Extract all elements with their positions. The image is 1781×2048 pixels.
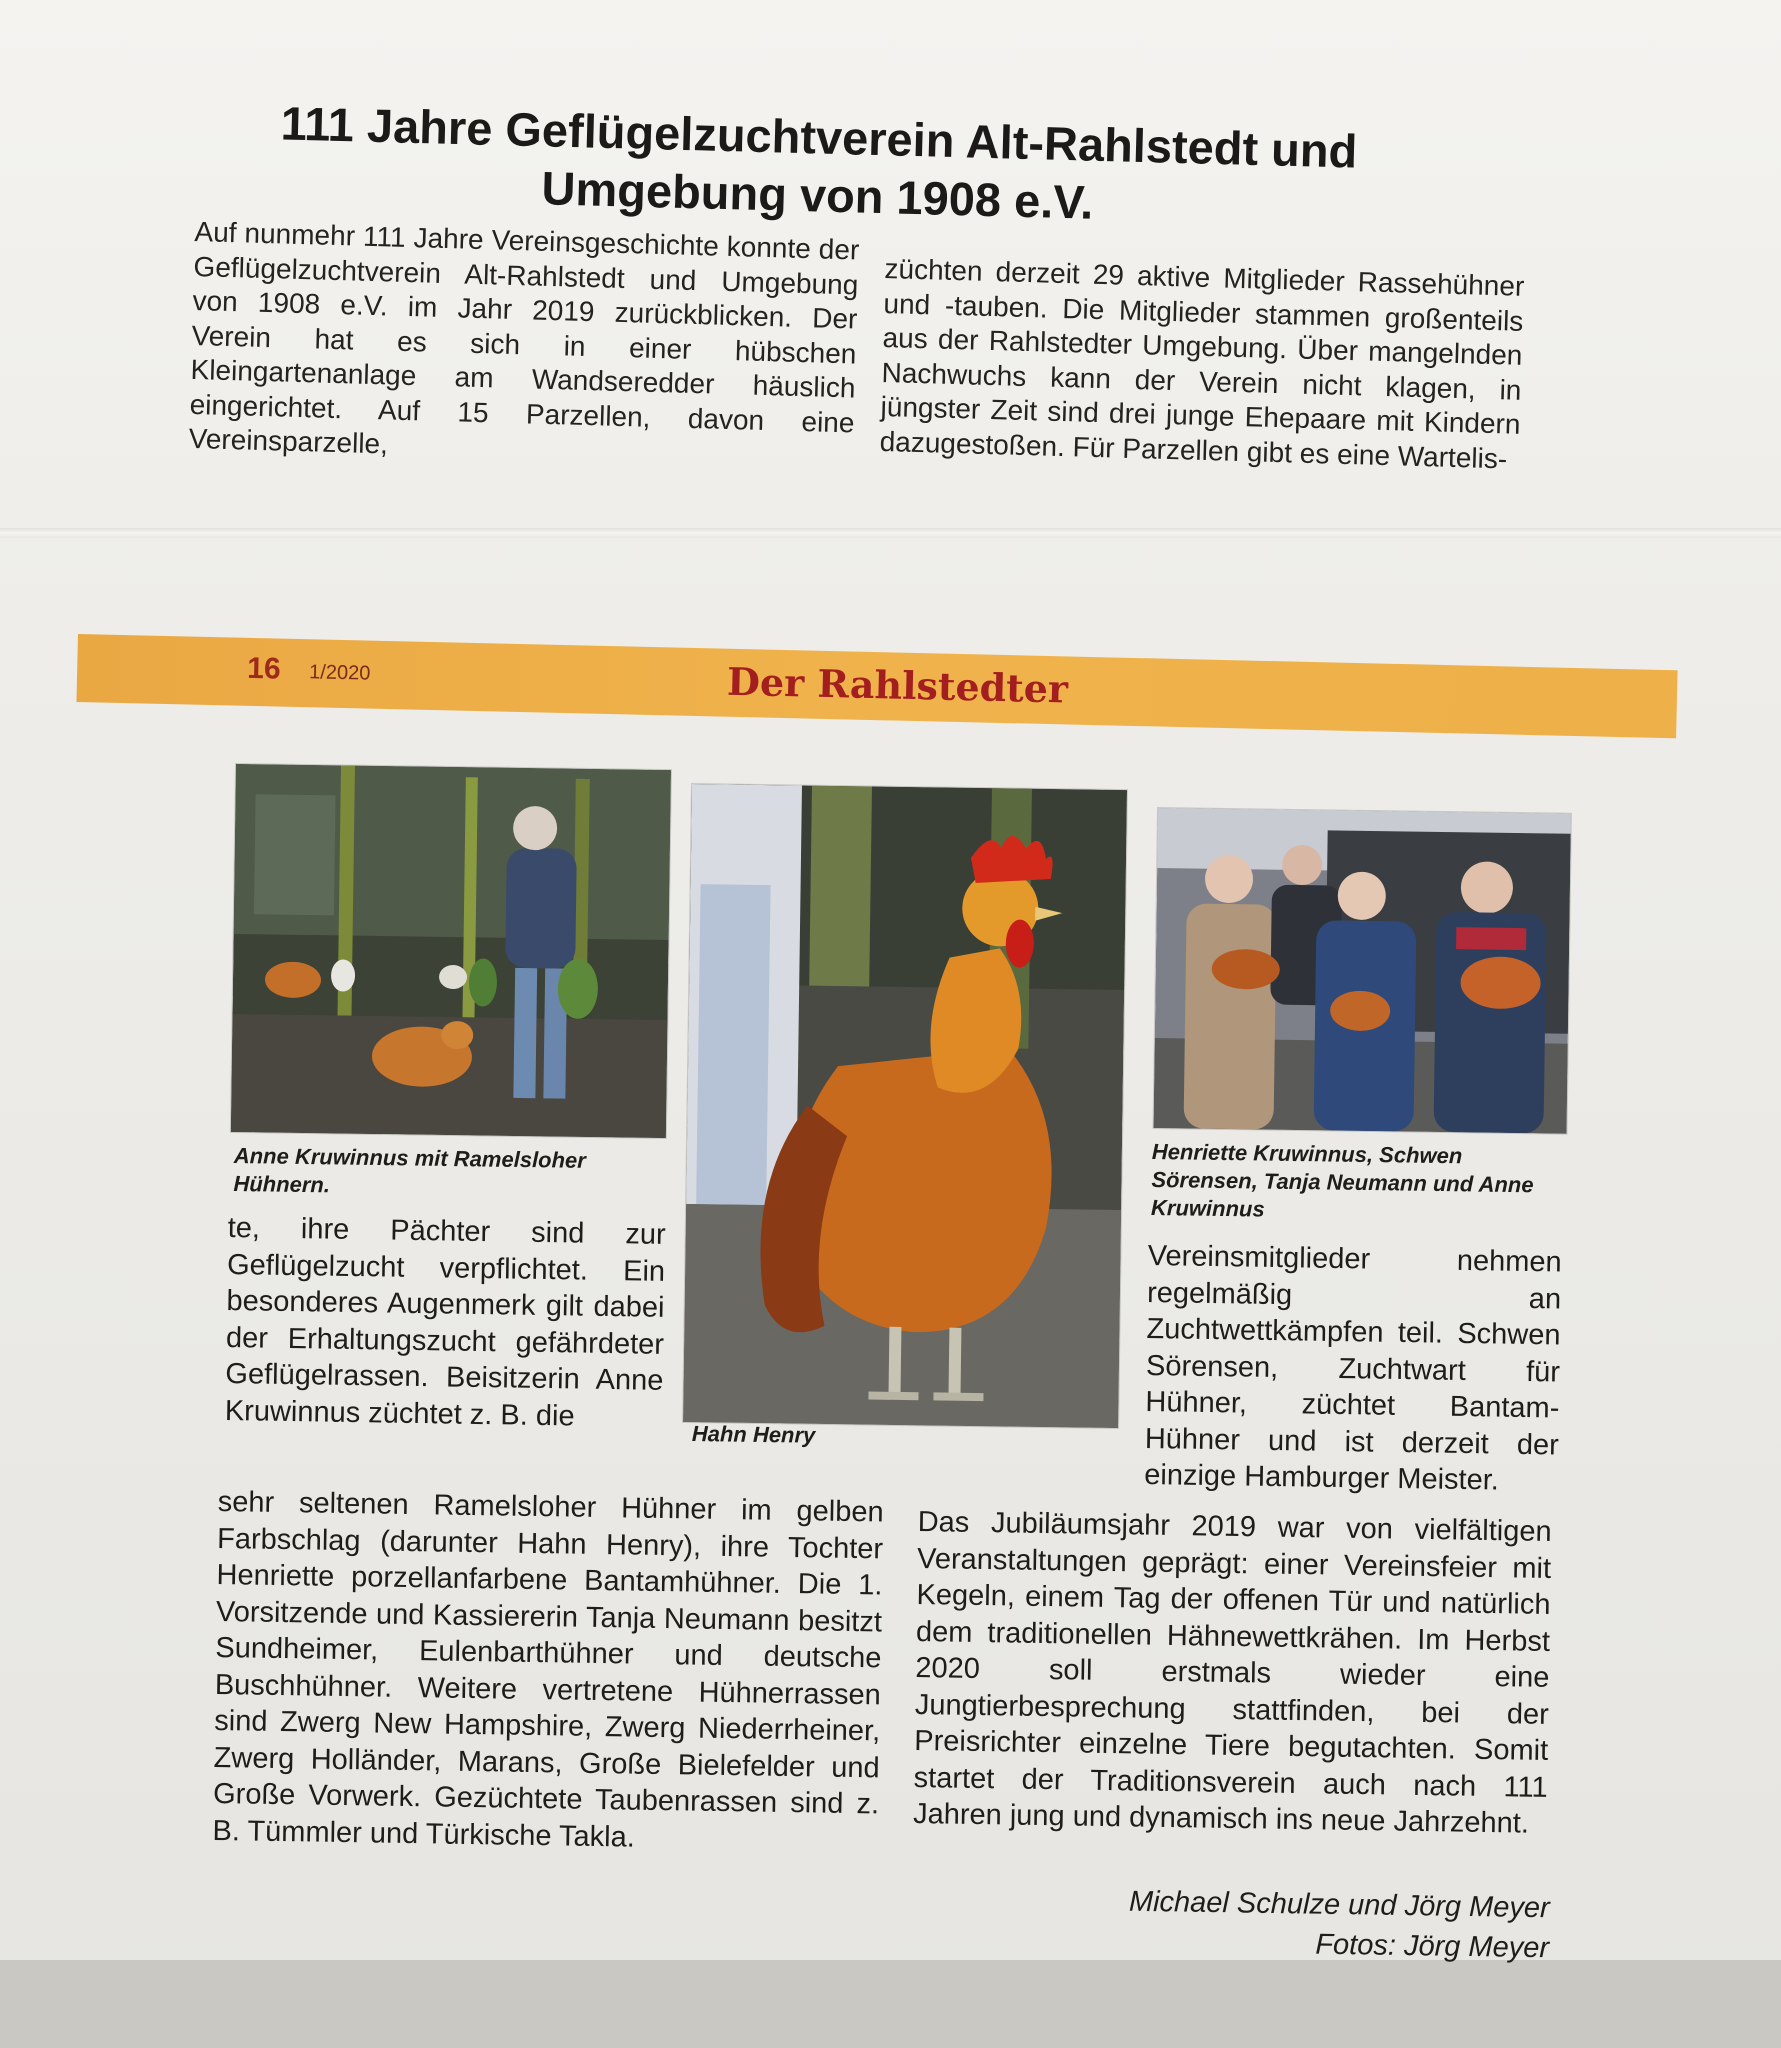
paper-fold xyxy=(0,528,1781,538)
authors: Michael Schulze und Jörg Meyer xyxy=(1128,1885,1550,1925)
body-text-right-bottom: Das Jubiläumsjahr 2019 war von vielfältigen Veranstaltungen geprägt: einer Vereinsfeier mit Kegeln, einem Tag der offenen Tür und natürlich dem traditionellen Hähnewettkrähen. Im Herbst 2020 soll erstmals wieder eine Jungtierbesprechung stattfinden, bei der Preisrichter einzelne Tiere begutachten. Somit startet der Traditionsverein auch nach 111 Jahren jung und dynamisch ins neue Jahrzehnt. xyxy=(912,1505,1552,1840)
photo-credit: Fotos: Jörg Meyer xyxy=(1315,1928,1550,1965)
article-headline: 111 Jahre Geflügelzuchtverein Alt-Rahlstedt und Umgebung von 1908 e.V. xyxy=(280,96,1359,229)
intro-column-right: züchten derzeit 29 aktive Mitglieder Rassehühner und -tauben. Die Mitglieder stammen großenteils aus der Rahlstedter Umgebung. Über mangelnden Nachwuchs kann der Verein nicht klagen, in jüngster Zeit sind drei junge Ehepaare mit Kindern dazugestoßen. Für Parzellen gibt es eine Wartelis- xyxy=(879,252,1525,474)
masthead: Der Rahlstedter xyxy=(726,658,1069,712)
caption-middle-photo: Hahn Henry xyxy=(691,1420,816,1448)
body-text-right-top: Vereinsmitglieder nehmen regelmäßig an Zuchtwettkämpfen teil. Schwen Sörensen, Zuchtwart für Hühner, züchtet Bantam-Hühner und ist derzeit der einzige Hamburger Meister. xyxy=(1144,1239,1562,1497)
body-text-left-top: te, ihre Pächter sind zur Geflügelzucht verpflichtet. Ein besonderes Augenmerk gilt dabei der Erhaltungszucht gefährdeter Geflügelrassen. Beisitzerin Anne Kruwinnus züchtet z. B. die xyxy=(224,1211,666,1432)
caption-left-photo: Anne Kruwinnus mit Ramelsloher Hühnern. xyxy=(233,1142,587,1198)
issue-label: 1/2020 xyxy=(308,661,371,685)
page-number: 16 xyxy=(246,651,282,686)
body-text-left-bottom: sehr seltenen Ramelsloher Hühner im gelben Farbschlag (darunter Hahn Henry), ihre Tochter Henriette porzellanfarbene Bantamhühner. Die 1. Vorsitzende und Kassiererin Tanja Neumann besitzt Sundheimer, Eulenbarthühner und deutsche Buschhühner. Weitere vertretene Hühnerrassen sind Zwerg New Hampshire, Zwerg Niederrheiner, Zwerg Holländer, Marans, Große Bielefelder und Große Vorwerk. Gezüchtete Taubenrassen sind z. B. Tümmler und Türkische Takla. xyxy=(212,1485,884,1854)
group-holding-chickens-photo xyxy=(1154,808,1571,1134)
page-header-banner xyxy=(76,634,1677,738)
rooster-photo xyxy=(683,784,1127,1428)
intro-column-left: Auf nunmehr 111 Jahre Vereinsgeschichte konnte der Geflügelzuchtverein Alt-Rahlstedt und Umgebung von 1908 e.V. im Jahr 2019 zurückblicken. Der Verein hat es sich in einer hübschen Kleingartenanlage am Wandseredder häuslich eingerichtet. Auf 15 Parzellen, davon eine Vereinsparzelle, xyxy=(188,215,860,460)
caption-right-photo: Henriette Kruwinnus, Schwen Sörensen, Tanja Neumann und Anne Kruwinnus xyxy=(1150,1138,1534,1222)
woman-feeding-chickens-photo xyxy=(231,764,671,1138)
page-bottom-edge xyxy=(0,1960,1781,2048)
article-credits xyxy=(1019,1880,1550,1968)
